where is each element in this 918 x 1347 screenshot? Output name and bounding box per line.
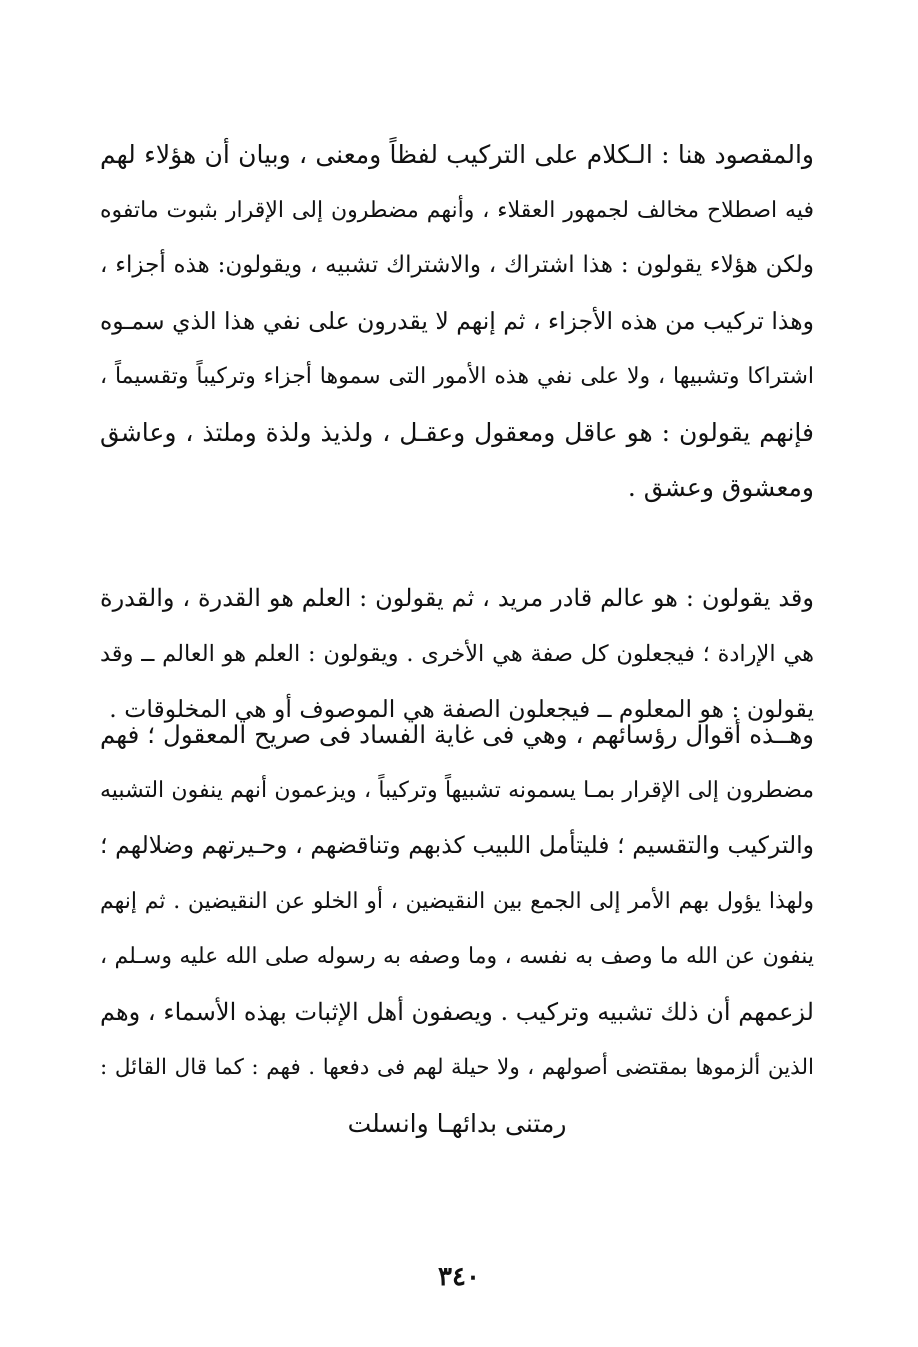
page-number: ٣٤٠ (438, 1262, 480, 1292)
text-line: ينفون عن الله ما وصف به نفسه ، وما وصفه به رسوله صلى الله عليه وسـلم ، (100, 944, 814, 969)
text-line: فإنهم يقولون : هو عاقل ومعقول وعقـل ، ولذيذ ولذة وملتذ ، وعاشق (100, 417, 814, 447)
text-line: والمقصود هنا : الـكلام على التركيب لفظاً ومعنى ، وبيان أن هؤلاء لهم (100, 140, 814, 169)
text-line: وهذا تركيب من هذه الأجزاء ، ثم إنهم لا يقدرون على نفي هذا الذي سمـوه (100, 306, 814, 335)
text-line: لزعمهم أن ذلك تشبيه وتركيب . ويصفون أهل الإثبات بهذه الأسماء ، وهم (100, 997, 814, 1026)
text-line: ومعشوق وعشق . (627, 473, 814, 502)
text-line: ولكن هؤلاء يقولون : هذا اشتراك ، والاشتراك تشبيه ، ويقولون: هذه أجزاء ، (100, 252, 814, 278)
text-line: اشتراكا وتشبيها ، ولا على نفي هذه الأمور التى سموها أجزاء وتركيباً وتقسيماً ، (100, 364, 814, 389)
paragraph-1 (100, 127, 814, 516)
text-line: الذين ألزموها بمقتضى أصولهم ، ولا حيلة لهم فى دفعها . فهم : كما قال القائل : (100, 1055, 814, 1080)
text-line: يقولون : هو المعلوم ــ فيجعلون الصفة هي الموصوف أو هي المخلوقات . (109, 695, 814, 723)
text-line: وهــذه أقوال رؤسائهم ، وهي فى غاية الفساد فى صريح المعقول ؛ فهم (100, 720, 814, 749)
text-line: هي الإرادة ؛ فيجعلون كل صفة هي الأخرى . ويقولون : العلم هو العالم ــ وقد (100, 640, 814, 667)
text-line: فيه اصطلاح مخالف لجمهور العقلاء ، وأنهم مضطرون إلى الإقرار بثبوت ماتفوه (100, 197, 814, 223)
text-line: مضطرون إلى الإقرار بمـا يسمونه تشبيهاً وتركيباً ، ويزعمون أنهم ينفون التشبيه (100, 777, 814, 803)
verse-line: رمتنى بدائهـا وانسلت (347, 1108, 567, 1138)
text-line: وقد يقولون : هو عالم قادر مريد ، ثم يقولون : العلم هو القدرة ، والقدرة (100, 584, 814, 612)
paragraph-3 (100, 707, 814, 1151)
text-line: والتركيب والتقسيم ؛ فليتأمل اللبيب كذبهم وتناقضهم ، وحـيرتهم وضلالهم ؛ (100, 831, 814, 859)
text-line: ولهذا يؤول بهم الأمر إلى الجمع بين النقيضين ، أو الخلو عن النقيضين . ثم إنهم (100, 888, 814, 914)
